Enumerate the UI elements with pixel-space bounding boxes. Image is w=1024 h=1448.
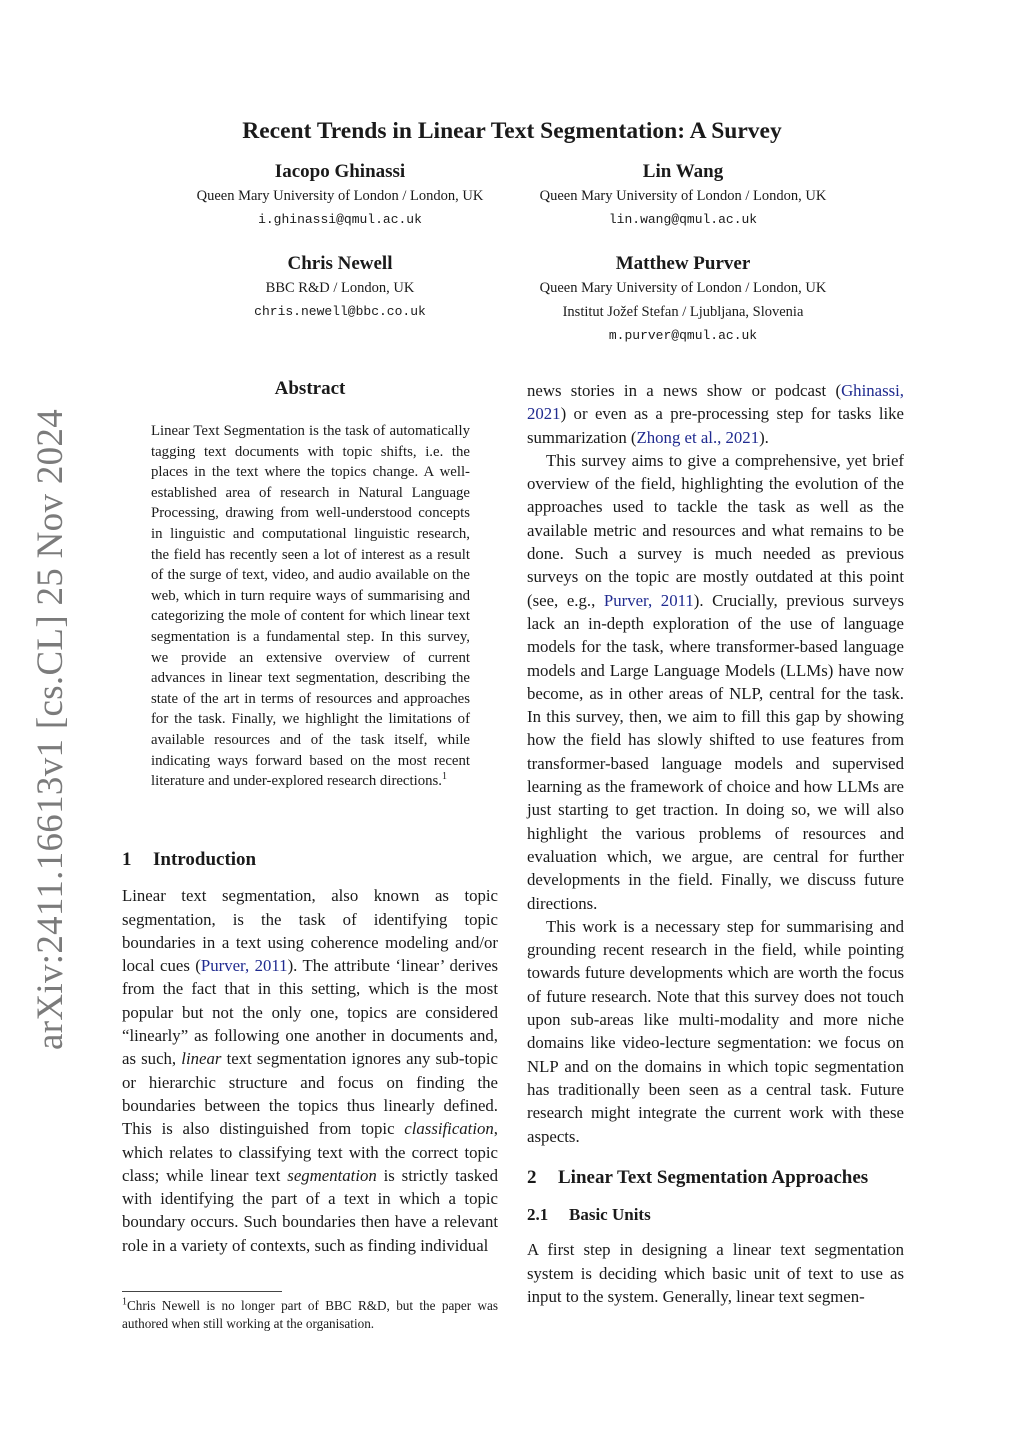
author-email[interactable]: i.ghinassi@qmul.ac.uk	[258, 212, 422, 227]
paragraph: news stories in a news show or podcast (Ghinassi, 2021) or even as a pre-processing step for tasks like summarization (Zhong et al., 2021).	[527, 381, 904, 447]
footnote-marker[interactable]: 1	[441, 771, 447, 783]
citation-link[interactable]: Purver, 2011	[200, 956, 288, 976]
paragraph: A first step in designing a linear text segmentation system is deciding which basic unit of text to use as input to the system. Generally, linear text segmen-	[527, 1240, 904, 1306]
right-column	[527, 379, 904, 1308]
paragraph: This survey aims to give a comprehensive, yet brief overview of the field, highlighting the evolution of the approaches used to tackle the task as well as the available metric and resources and what remains to be done. Such a survey is much needed as previous surveys on the topic are mostly outdated at this point (see, e.g., Purver, 2011). Crucially, previous surveys lack an in-depth exploration of the use of language models for the task, where transformer-based language models and Large Language Models (LLMs) have now become, as in other areas of NLP, central for the task. In this survey, then, we aim to fill this gap by showing how the field has slowly shifted to use features from transformer-based language models and supervised learning as the framework of choice and how LLMs are just starting to get traction. In doing so, we will also highlight the various problems of resources and evaluation which, we argue, are central for further developments in the field. Finally, we discuss future directions.	[527, 450, 905, 913]
author-email[interactable]: lin.wang@qmul.ac.uk	[608, 212, 758, 227]
author-block	[473, 252, 893, 348]
author-name: Lin Wang	[642, 161, 724, 182]
author-affiliation: Queen Mary University of London / London, UK	[196, 188, 484, 204]
paragraph: This work is a necessary step for summarising and grounding recent research in the field, while pointing towards future developments which are worth the focus of future research. Note that this survey does not touch upon sub-areas like multi-modality and more niche domains like video-lecture segmentation: we focus on NLP and on the domains in which topic segmentation has traditionally been seen as a central task. Future research might integrate the current work with these aspects.	[527, 916, 904, 1146]
author-email[interactable]: chris.newell@bbc.co.uk	[254, 304, 426, 319]
author-affiliation: Institut Jožef Stefan / Ljubljana, Slovenia	[562, 304, 804, 320]
citation-link[interactable]: Ghinassi, 2021	[527, 381, 904, 424]
abstract-heading: Abstract	[274, 378, 346, 399]
author-block	[473, 160, 893, 232]
section-heading: 2 Linear Text Segmentation Approaches	[527, 1166, 869, 1188]
author-affiliation: Queen Mary University of London / London, UK	[539, 280, 827, 296]
citation-link[interactable]: Zhong et al., 2021	[636, 427, 760, 447]
section-heading: 1 Introduction	[122, 849, 257, 870]
footnote-rule	[122, 1291, 282, 1292]
footnote: $^1$Chris Newell is no longer part of BBC R&D, but the paper was authored when still working at the organisation.	[122, 1296, 498, 1331]
author-name: Chris Newell	[287, 253, 393, 274]
author-email[interactable]: m.purver@qmul.ac.uk	[608, 328, 758, 343]
subsection-heading: 2.1 Basic Units	[527, 1205, 651, 1225]
author-affiliation: Queen Mary University of London / London, UK	[539, 188, 827, 204]
author-name: Iacopo Ghinassi	[274, 161, 406, 182]
paper-title: Recent Trends in Linear Text Segmentation: A Survey	[242, 118, 782, 144]
abstract-text: Linear Text Segmentation is the task of automatically tagging text documents with topic shifts, i.e. the places in the text where the topics change. A well-established area of research in Natural Language Processing, drawing from well-understood concepts in linguistic and computational linguistic research, the field has recently seen a lot of interest as a result of the surge of text, video, and audio available on the web, which in turn require ways of summarising and categorizing the mole of content for which linear text segmentation is a fundamental step. In this survey, we provide an extensive overview of current advances in linear text segmentation, describing the state of the art in terms of resources and approaches for the task. Finally, we highlight the limitations of available resources and of the task itself, while indicating ways forward based on the most recent literature and under-explored research directions.$^1$	[151, 423, 470, 790]
citation-link[interactable]: Purver, 2011	[603, 590, 694, 610]
left-column	[122, 848, 498, 1257]
author-name: Matthew Purver	[615, 253, 751, 274]
arxiv-identifier: arXiv:2411.16613v1 [cs.CL] 25 Nov 2024	[30, 408, 71, 1050]
author-affiliation: BBC R&D / London, UK	[265, 280, 415, 296]
paragraph: Linear text segmentation, also known as topic segmentation, is the task of identifying topic boundaries in a text using coherence modeling and/or local cues (Purver, 2011). The attribute ‘linear’ derives from the fact that in this setting, which is the most popular but not the only one, topics are considered “linearly” as following one another in documents and, as such, linear text segmentation ignores any sub-topic or hierarchic structure and focus on finding the boundaries between the topics thus linearly defined. This is also distinguished from topic classification, which relates to classifying text with the correct topic class; while linear text segmentation is strictly tasked with identifying the part of a text in which a topic boundary occurs. Such boundaries then have a relevant role in a variety of contexts, such as finding individual	[122, 886, 498, 1255]
